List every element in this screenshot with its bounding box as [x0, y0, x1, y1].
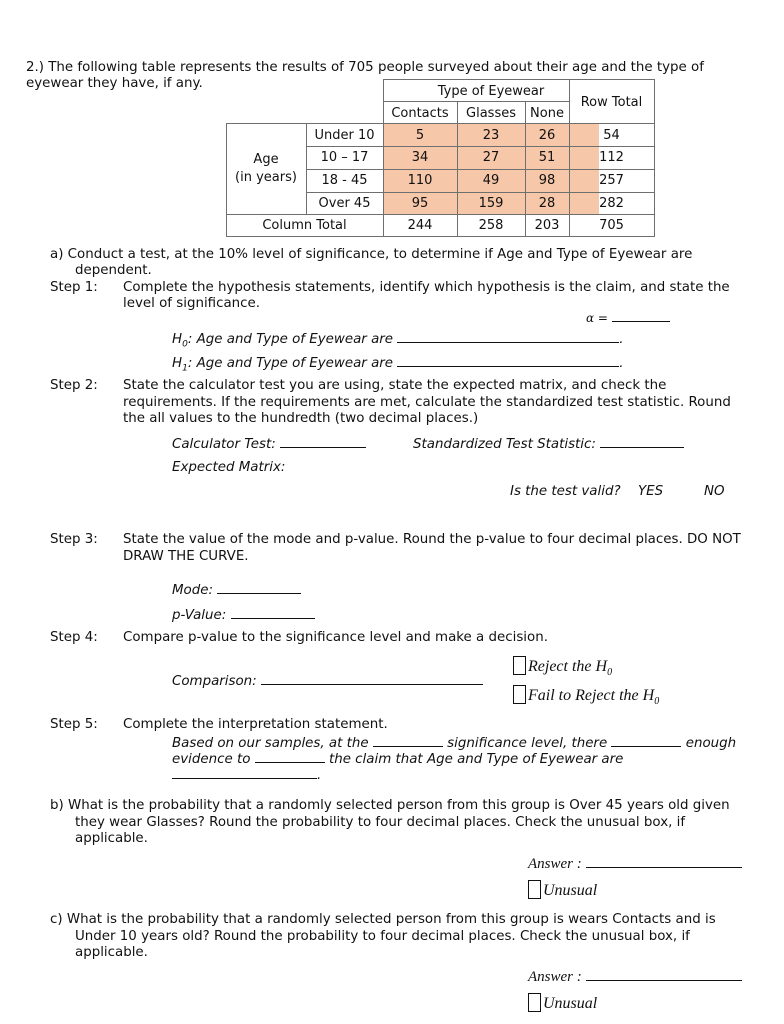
col-header-glasses: Glasses — [466, 105, 516, 121]
intro-line-1: 2.) The following table represents the results of 705 people surveyed about their age and the type of — [26, 60, 704, 75]
row-total-cell: 112 — [599, 150, 624, 165]
table-cell: 98 — [538, 173, 556, 188]
standardized-test-statistic — [413, 435, 684, 452]
comparison-blank[interactable] — [261, 672, 483, 685]
step3-line-1: State the value of the mode and p-value. Round the p-value to four decimal places. DO NOT — [123, 532, 741, 547]
valid-yes-option[interactable]: YES — [638, 484, 664, 499]
part-b-line-1: b) What is the probability that a randomly selected person from this group is Over 45 years old given — [50, 798, 730, 813]
calculator-test-blank[interactable] — [280, 435, 366, 448]
table-cell: 5 — [415, 127, 425, 143]
row-label: 10 – 17 — [320, 150, 369, 165]
part-b-unusual-label: Unusual — [543, 882, 598, 899]
h0-blank[interactable] — [397, 330, 619, 343]
group-header: Type of Eyewear — [437, 83, 545, 99]
part-c-answer — [528, 968, 742, 986]
part-b-line-2: they wear Glasses? Round the probability to four decimal places. Check the unusual box, if — [75, 815, 686, 830]
reject-option[interactable] — [513, 656, 612, 678]
step4-label: Step 4: — [50, 630, 98, 645]
comparison-label: Comparison: — [172, 674, 257, 689]
table-line — [306, 169, 655, 170]
h1-period: . — [619, 356, 624, 371]
part-b-line-3: applicable. — [75, 831, 148, 846]
part-c-line-1: c) What is the probability that a randomly selected person from this group is wears Contacts and is — [50, 912, 716, 927]
part-b-answer — [528, 855, 742, 873]
interp-s1: Based on our samples, at the — [172, 736, 369, 751]
part-c-unusual-label: Unusual — [543, 995, 598, 1012]
part-c-answer-blank[interactable] — [586, 968, 742, 981]
table-cell: 27 — [482, 150, 500, 165]
interpretation-line-3 — [172, 766, 321, 783]
table-line — [654, 79, 655, 237]
is-is-not-blank[interactable] — [611, 734, 681, 747]
step2-line-3: the all values to the hundredth (two decimal places.) — [123, 411, 479, 426]
table-line — [525, 101, 526, 237]
step5-label: Step 5: — [50, 717, 98, 732]
intro-line-2: eyewear they have, if any. — [26, 76, 203, 91]
part-c-line-2: Under 10 years old? Round the probability to four decimal places. Check the unusual box, if — [75, 929, 690, 944]
pvalue-blank[interactable] — [231, 606, 315, 619]
fail-to-reject-label: Fail to Reject the H — [528, 687, 655, 704]
table-line — [306, 192, 655, 193]
pvalue-field — [172, 606, 315, 623]
row-label: 18 - 45 — [321, 173, 368, 188]
table-cell: 95 — [411, 195, 429, 211]
table-line — [569, 79, 570, 237]
mode-field — [172, 581, 301, 598]
table-line — [226, 123, 227, 237]
age-unit-label: (in years) — [235, 169, 297, 185]
significance-blank[interactable] — [373, 734, 443, 747]
eyewear-table — [0, 0, 784, 240]
expected-matrix-label: Expected Matrix: — [172, 460, 286, 475]
alpha-text: α = — [586, 311, 608, 325]
part-b-unusual-option[interactable] — [528, 880, 597, 900]
valid-no-option[interactable]: NO — [704, 484, 725, 499]
alpha-blank[interactable] — [612, 309, 670, 322]
h1-statement — [172, 354, 624, 374]
fail-to-reject-checkbox[interactable] — [513, 685, 526, 704]
row-label: Over 45 — [318, 195, 371, 211]
std-stat-blank[interactable] — [600, 435, 684, 448]
row-total-cell: 257 — [599, 173, 624, 188]
table-cell: 159 — [478, 195, 504, 211]
step2-line-1: State the calculator test you are using, state the expected matrix, and check the — [123, 378, 667, 393]
table-line — [226, 214, 655, 215]
col-header-contacts: Contacts — [391, 105, 449, 121]
test-valid-question: Is the test valid? — [510, 484, 621, 499]
table-cell: 51 — [538, 150, 556, 165]
grand-total-cell: 705 — [599, 217, 624, 233]
column-total-cell: 203 — [534, 217, 560, 233]
table-line — [383, 101, 569, 102]
calculator-test — [172, 435, 366, 452]
table-line — [306, 146, 655, 147]
table-cell: 110 — [407, 173, 433, 188]
h0-subscript: 0 — [182, 339, 188, 350]
table-cell: 34 — [411, 150, 429, 165]
table-cell: 28 — [538, 195, 556, 211]
h1-subscript: 1 — [182, 363, 188, 374]
step1-line-2: level of significance. — [123, 296, 261, 311]
row-total-header: Row Total — [580, 94, 643, 110]
age-label: Age — [253, 151, 279, 167]
part-c-unusual-checkbox[interactable] — [528, 993, 541, 1012]
support-reject-blank[interactable] — [255, 750, 325, 763]
row-total-cell: 54 — [603, 127, 620, 143]
step3-label: Step 3: — [50, 532, 98, 547]
pvalue-label: p-Value: — [172, 608, 227, 623]
column-total-label: Column Total — [262, 217, 347, 233]
table-line — [457, 101, 458, 237]
h1-blank[interactable] — [397, 354, 619, 367]
table-cell: 49 — [482, 173, 500, 188]
h0-statement — [172, 330, 624, 350]
h0-text: : Age and Type of Eyewear are — [187, 332, 394, 347]
fail-subscript: 0 — [654, 696, 660, 708]
part-b-unusual-checkbox[interactable] — [528, 880, 541, 899]
table-cell: 26 — [538, 127, 556, 143]
part-c-answer-label: Answer : — [528, 969, 582, 985]
step1-line-1: Complete the hypothesis statements, identify which hypothesis is the claim, and state the — [123, 280, 730, 295]
step3-line-2: DRAW THE CURVE. — [123, 549, 249, 564]
part-b-answer-label: Answer : — [528, 856, 582, 872]
row-label: Under 10 — [314, 127, 375, 143]
h0-period: . — [619, 332, 624, 347]
row-total-cell: 282 — [599, 195, 624, 211]
table-line — [306, 123, 307, 215]
step2-label: Step 2: — [50, 378, 98, 393]
part-c-unusual-option[interactable] — [528, 993, 597, 1013]
h1-prefix: H — [172, 356, 183, 371]
mode-label: Mode: — [172, 583, 213, 598]
h0-prefix: H — [172, 332, 183, 347]
part-c-line-3: applicable. — [75, 945, 148, 960]
step4-line-1: Compare p-value to the significance level and make a decision. — [123, 630, 548, 645]
step2-line-2: requirements. If the requirements are met, calculate the standardized test statistic. Round — [123, 395, 731, 410]
part-b-answer-blank[interactable] — [586, 855, 742, 868]
std-stat-label: Standardized Test Statistic: — [413, 437, 596, 452]
fail-to-reject-option[interactable] — [513, 685, 659, 707]
interp-s2: significance level, there — [447, 736, 608, 751]
table-line — [226, 236, 655, 237]
step5-line-1: Complete the interpretation statement. — [123, 717, 388, 732]
calculator-test-label: Calculator Test: — [172, 437, 276, 452]
h1-text: : Age and Type of Eyewear are — [187, 356, 394, 371]
mode-blank[interactable] — [217, 581, 301, 594]
table-line — [383, 79, 655, 80]
dependence-blank[interactable] — [172, 766, 317, 779]
interpretation-line-1 — [172, 734, 736, 751]
part-a-line-1: a) Conduct a test, at the 10% level of significance, to determine if Age and Type of Eyewear are — [50, 247, 693, 262]
alpha-label — [586, 309, 670, 325]
interp-s4: evidence to — [172, 752, 251, 767]
interp-s5: the claim that Age and Type of Eyewear are — [328, 752, 624, 767]
interpretation-line-2 — [172, 750, 623, 767]
comparison-field — [172, 672, 483, 689]
col-header-none: None — [530, 105, 564, 121]
column-total-cell: 258 — [478, 217, 504, 233]
column-total-cell: 244 — [407, 217, 433, 233]
reject-subscript: 0 — [607, 667, 613, 679]
step1-label: Step 1: — [50, 280, 98, 295]
reject-checkbox[interactable] — [513, 656, 526, 675]
table-line — [383, 79, 384, 237]
table-line — [226, 123, 655, 124]
interp-period: . — [317, 768, 322, 783]
reject-label: Reject the H — [528, 658, 608, 675]
interp-s3: enough — [685, 736, 737, 751]
part-a-line-2: dependent. — [75, 263, 152, 278]
table-cell: 23 — [482, 127, 500, 143]
